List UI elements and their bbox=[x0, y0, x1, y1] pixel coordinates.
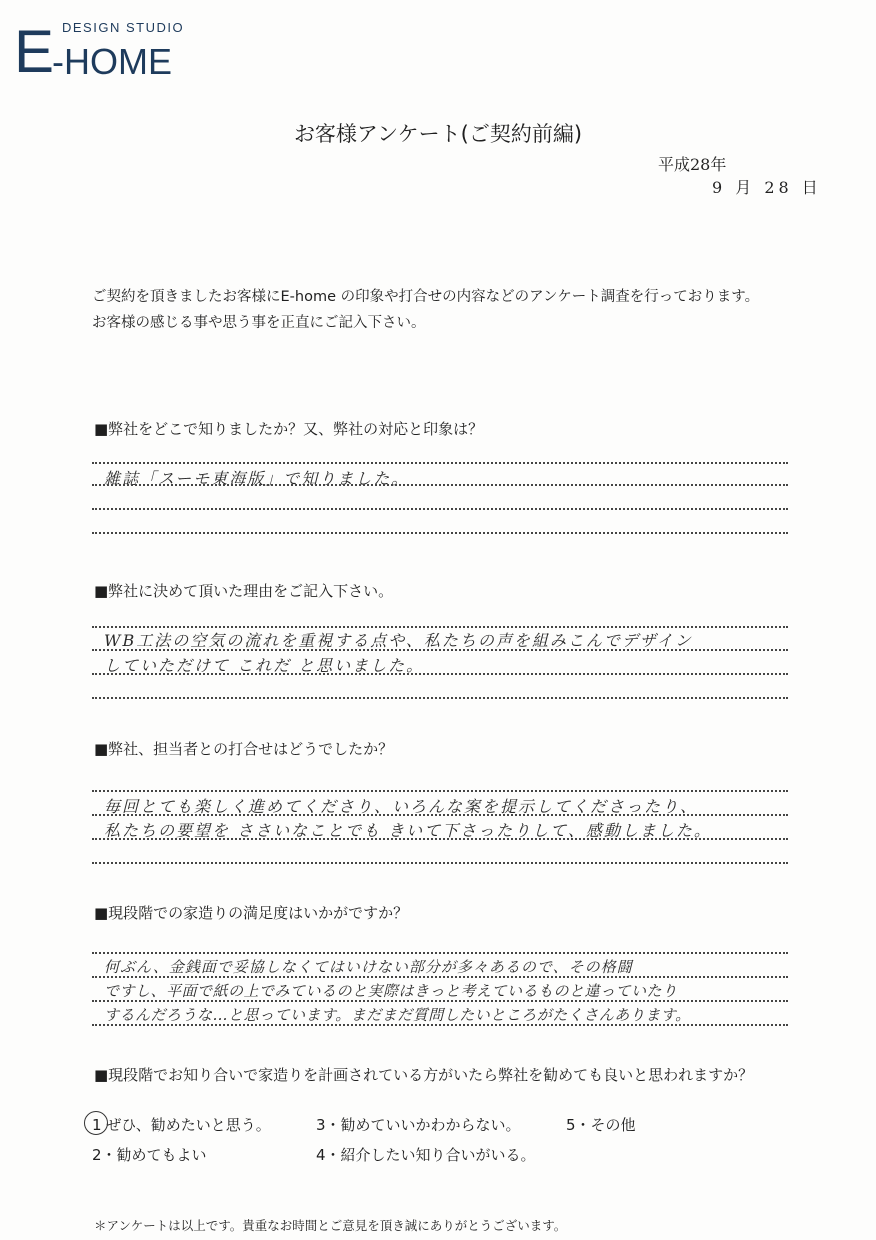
option-label: 3・勧めていいかわからない。 bbox=[316, 1116, 521, 1134]
handwritten-answer: WB工法の空気の流れを重視する点や、私たちの声を組みこんでデザイン bbox=[104, 631, 693, 650]
option-label: 5・その他 bbox=[566, 1116, 636, 1134]
answer-line bbox=[92, 484, 788, 486]
answer-line bbox=[92, 673, 788, 675]
footer-note: ＊アンケートは以上です。貴重なお時間とご意見を頂き誠にありがとうございます。 bbox=[94, 1218, 567, 1233]
answer-line bbox=[92, 649, 788, 651]
answer-line bbox=[92, 976, 788, 978]
handwritten-answer: 私たちの要望を ささいなことでも きいて下さったりして、感動しました。 bbox=[104, 821, 712, 840]
handwritten-answer: するんだろうな…と思っています。まだまだ質問したいところがたくさんあります。 bbox=[104, 1006, 691, 1024]
question-4-label: ■現段階での家造りの満足度はいかがですか？ bbox=[94, 904, 409, 922]
handwritten-answer: 毎回とても楽しく進めてくださり、いろんな案を提示してくださったり、 bbox=[104, 797, 699, 816]
answer-line bbox=[92, 462, 788, 464]
option-2[interactable] bbox=[92, 1144, 207, 1165]
logo-letter: E bbox=[14, 18, 55, 85]
answer-line bbox=[92, 697, 788, 699]
question-1-label: ■弊社をどこで知りましたか？又、弊社の対応と印象は？ bbox=[94, 420, 484, 438]
logo-studio-text: DESIGN STUDIO bbox=[62, 20, 185, 35]
answer-line bbox=[92, 862, 788, 864]
date-year: 平成28年 bbox=[658, 155, 727, 174]
intro-text bbox=[92, 284, 759, 336]
option-label: 2・勧めてもよい bbox=[92, 1146, 207, 1164]
date-month-day: 9 月 28 日 bbox=[712, 178, 822, 197]
answer-line bbox=[92, 952, 788, 954]
answer-line bbox=[92, 1024, 788, 1026]
answer-line bbox=[92, 532, 788, 534]
question-2-label: ■弊社に決めて頂いた理由をご記入下さい。 bbox=[94, 582, 394, 600]
intro-line: ご契約を頂きましたお客様にE-home の印象や打合せの内容などのアンケート調査を行っております。 bbox=[92, 289, 760, 305]
answer-line bbox=[92, 838, 788, 840]
option-label: 4・紹介したい知り合いがいる。 bbox=[316, 1146, 536, 1164]
answer-line bbox=[92, 508, 788, 510]
page-title: お客様アンケート(ご契約前編) bbox=[293, 122, 583, 146]
option-5[interactable] bbox=[566, 1114, 636, 1135]
answer-line bbox=[92, 814, 788, 816]
handwritten-answer: ですし、平面で紙の上でみているのと実際はきっと考えているものと違っていたり bbox=[104, 982, 678, 1000]
selected-circle bbox=[84, 1111, 108, 1135]
company-logo bbox=[14, 18, 214, 88]
question-3-label: ■弊社、担当者との打合せはどうでしたか？ bbox=[94, 740, 394, 758]
option-1[interactable] bbox=[86, 1114, 271, 1135]
answer-line bbox=[92, 1000, 788, 1002]
answer-line bbox=[92, 790, 788, 792]
logo-name-text: -HOME bbox=[52, 41, 172, 82]
intro-line: お客様の感じる事や思う事を正直にご記入下さい。 bbox=[92, 315, 426, 331]
option-4[interactable] bbox=[316, 1144, 536, 1165]
option-label: 1 ぜひ、勧めたいと思う。 bbox=[92, 1116, 271, 1134]
handwritten-answer: していただけて これだ と思いました。 bbox=[104, 656, 425, 675]
handwritten-answer: 何ぶん、金銭面で妥協しなくてはいけない部分が多々あるので、その格闘 bbox=[104, 958, 633, 976]
question-5-label: ■現段階でお知り合いで家造りを計画されている方がいたら弊社を勧めても良いと思われますか？ bbox=[94, 1066, 754, 1084]
handwritten-answer: 雑誌「スーモ東海版」で知りました。 bbox=[104, 469, 410, 488]
option-3[interactable] bbox=[316, 1114, 521, 1135]
